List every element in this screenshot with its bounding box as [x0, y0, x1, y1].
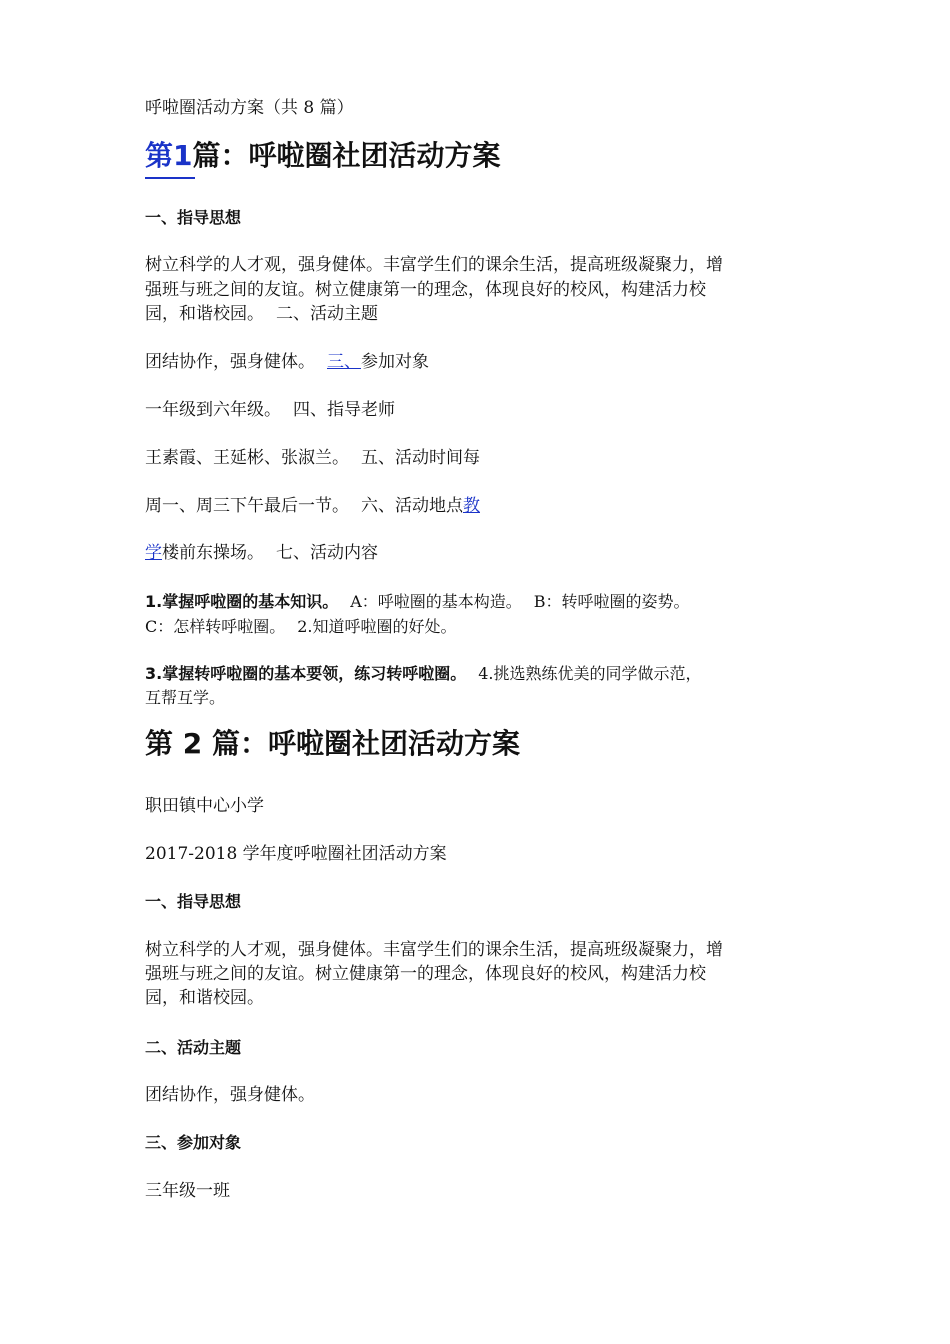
- article-2-section-3-heading: 三、参加对象: [145, 1133, 242, 1152]
- article-1-content-line-4: 互帮互学。: [145, 688, 226, 707]
- teaching-link-part-2[interactable]: 学: [145, 543, 162, 563]
- article-1-title-prefix: 第: [145, 139, 174, 172]
- article-1-para-1-line-1: 树立科学的人才观，强身健体。丰富学生们的课余生活，提高班级凝聚力，增: [145, 255, 723, 275]
- article-2-subtitle: 2017-2018 学年度呼啦圈社团活动方案: [145, 844, 447, 864]
- content-item-4: 4.挑选熟练优美的同学做示范，: [478, 664, 702, 683]
- article-1-section-4-inline: 四、指导老师: [293, 400, 395, 420]
- content-item-b: B：转呼啦圈的姿势。: [533, 592, 690, 611]
- article-1-title-number: 1: [173, 139, 193, 172]
- content-item-2: 2.知道呼啦圈的好处。: [297, 617, 457, 636]
- article-1-participants-text: 一年级到六年级。: [145, 400, 281, 420]
- content-item-3-bold: 3.掌握转呼啦圈的基本要领，练习转呼啦圈。: [145, 664, 467, 683]
- article-1-para-3: [145, 398, 395, 422]
- section-3-link[interactable]: 三、: [327, 352, 361, 372]
- article-2-section-2-heading: 二、活动主题: [145, 1038, 242, 1057]
- content-item-a: A：呼啦圈的基本构造。: [350, 592, 522, 611]
- article-1-section-6-inline: 六、活动地点: [361, 496, 463, 516]
- article-1-para-2: [145, 350, 429, 374]
- article-1-content-line-1: [145, 590, 690, 614]
- article-1-para-1-text: 园，和谐校园。: [145, 304, 264, 324]
- article-1-teachers-text: 王素霞、王延彬、张淑兰。: [145, 448, 349, 468]
- article-2-title: 第 2 篇：呼啦圈社团活动方案: [145, 727, 520, 760]
- article-1-section-1-heading: 一、指导思想: [145, 208, 242, 227]
- document-top-title: 呼啦圈活动方案（共 8 篇）: [145, 98, 354, 118]
- article-1-section-7-inline: 七、活动内容: [276, 543, 378, 563]
- article-1-section-5-inline: 五、活动时间每: [361, 448, 480, 468]
- article-1-content-line-3: [145, 662, 702, 686]
- teaching-link-part-1[interactable]: 教: [463, 496, 480, 516]
- title-link-underline: [145, 177, 195, 179]
- article-1-para-5: [145, 494, 480, 518]
- content-item-1-bold: 1.掌握呼啦圈的基本知识。: [145, 592, 339, 611]
- article-1-para-1-line-3: [145, 302, 378, 326]
- article-1-para-4: [145, 446, 480, 470]
- article-2-para-1-line-1: 树立科学的人才观，强身健体。丰富学生们的课余生活，提高班级凝聚力，增: [145, 940, 723, 960]
- article-2-theme: 团结协作，强身健体。: [145, 1085, 315, 1105]
- article-1-title-rest: 篇：呼啦圈社团活动方案: [192, 139, 501, 172]
- article-1-section-2-inline: 二、活动主题: [276, 304, 378, 324]
- article-1-content-line-2: [145, 615, 457, 639]
- article-2-section-1-heading: 一、指导思想: [145, 892, 242, 911]
- article-2-participants: 三年级一班: [145, 1181, 230, 1201]
- article-2-school: 职田镇中心小学: [145, 796, 264, 816]
- content-item-c: C：怎样转呼啦圈。: [145, 617, 286, 636]
- article-1-title: [145, 138, 501, 174]
- article-1-time-text: 周一、周三下午最后一节。: [145, 496, 349, 516]
- article-2-para-1-line-3: 园，和谐校园。: [145, 988, 264, 1008]
- article-1-theme-text: 团结协作，强身健体。: [145, 352, 315, 372]
- article-1-para-1-line-2: 强班与班之间的友谊。树立健康第一的理念，体现良好的校风，构建活力校: [145, 280, 706, 300]
- article-1-section-3-inline: 参加对象: [361, 352, 429, 372]
- article-2-para-1-line-2: 强班与班之间的友谊。树立健康第一的理念，体现良好的校风，构建活力校: [145, 964, 706, 984]
- article-1-location-text: 楼前东操场。: [162, 543, 264, 563]
- article-1-para-6: [145, 541, 378, 565]
